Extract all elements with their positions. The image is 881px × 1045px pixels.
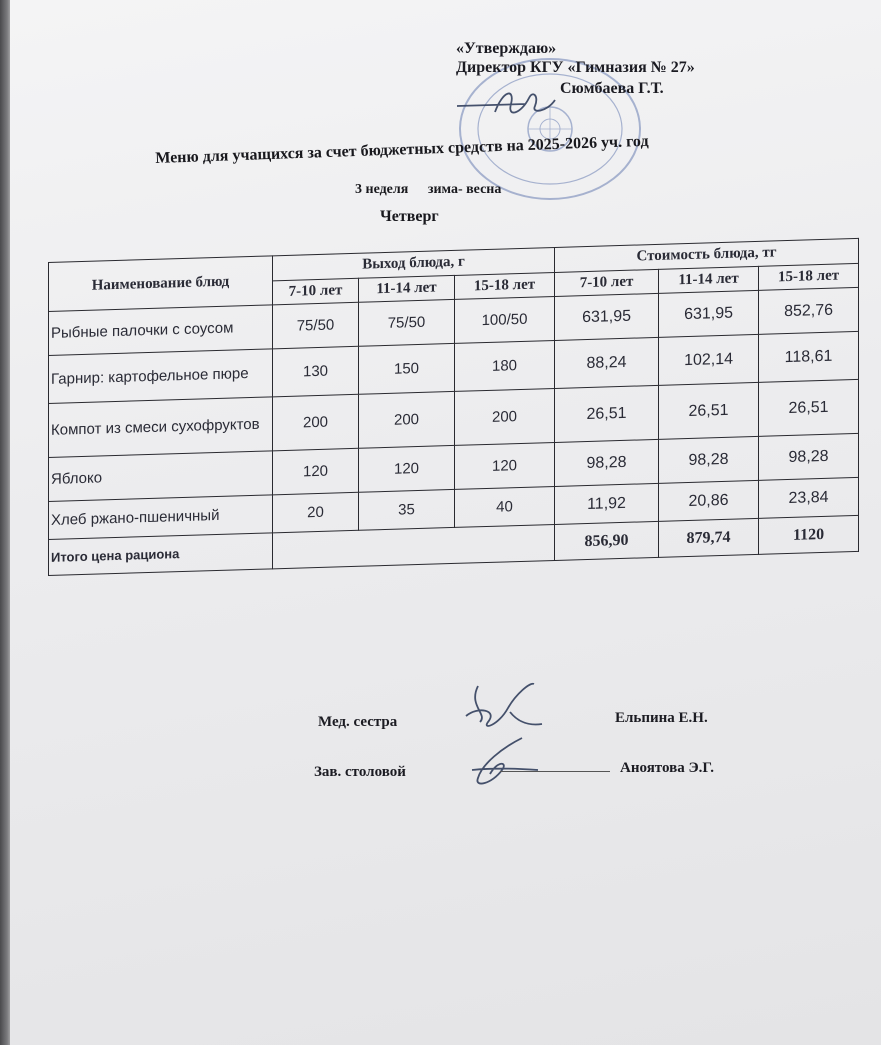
canteen-signature [462, 734, 542, 790]
yield-cell: 200 [455, 388, 555, 445]
header-age: 15-18 лет [455, 272, 555, 299]
yield-cell: 200 [359, 391, 455, 448]
nurse-name: Ельпина Е.Н. [615, 710, 708, 726]
cost-cell: 102,14 [659, 334, 759, 385]
cost-cell: 631,95 [659, 290, 759, 337]
yield-cell: 100/50 [455, 296, 555, 343]
cost-cell: 98,28 [555, 439, 659, 486]
yield-cell: 180 [455, 340, 555, 391]
header-age: 15-18 лет [759, 263, 859, 290]
menu-table-wrapper [48, 238, 859, 576]
menu-table [48, 238, 859, 576]
yield-cell: 120 [455, 442, 555, 489]
cost-cell: 631,95 [555, 293, 659, 340]
header-yield: Выход блюда, г [273, 247, 555, 280]
total-cost-cell: 1120 [759, 515, 859, 554]
week-line [355, 182, 517, 198]
cost-cell: 852,76 [759, 287, 859, 334]
total-cost-cell: 879,74 [659, 518, 759, 557]
dish-name: Яблоко [49, 451, 273, 502]
yield-cell: 120 [273, 448, 359, 495]
director-signature [455, 84, 575, 124]
header-age: 11-14 лет [659, 266, 759, 293]
yield-cell: 120 [359, 445, 455, 492]
menu-title: Меню для учащихся за счет бюджетных средств на 2025-2026 уч. год [155, 132, 649, 167]
header-age: 11-14 лет [359, 275, 455, 302]
dish-name: Хлеб ржано-пшеничный [49, 495, 273, 540]
cost-cell: 11,92 [555, 483, 659, 524]
yield-cell: 130 [273, 346, 359, 397]
yield-cell: 200 [273, 394, 359, 451]
cost-cell: 26,51 [555, 385, 659, 442]
dish-name: Гарнир: картофельное пюре [49, 349, 273, 404]
day-of-week: Четверг [380, 208, 439, 225]
header-dish-name: Наименование блюд [49, 256, 273, 312]
canteen-name: Аноятова Э.Г. [620, 760, 714, 776]
canteen-role: Зав. столовой [314, 764, 406, 780]
yield-cell: 75/50 [273, 302, 359, 349]
yield-cell: 35 [359, 489, 455, 530]
nurse-role: Мед. сестра [318, 714, 398, 730]
cost-cell: 26,51 [659, 382, 759, 439]
dish-name: Компот из смеси сухофруктов [49, 397, 273, 458]
header-age: 7-10 лет [555, 269, 659, 297]
header-age: 7-10 лет [273, 278, 359, 305]
cost-cell: 98,28 [759, 433, 859, 480]
cost-cell: 23,84 [759, 477, 859, 518]
cost-cell: 118,61 [759, 331, 859, 382]
cost-cell: 88,24 [555, 337, 659, 388]
total-empty-cell [273, 524, 555, 568]
dish-name: Рыбные палочки с соусом [49, 305, 273, 356]
season: зима- весна [427, 182, 502, 197]
header-cost: Стоимость блюда, тг [555, 238, 859, 272]
yield-cell: 40 [455, 486, 555, 527]
cost-cell: 20,86 [659, 480, 759, 521]
week-number: 3 неделя [355, 182, 409, 197]
approval-director: Директор КГУ «Гимназия № 27» [456, 59, 695, 76]
yield-cell: 75/50 [359, 299, 455, 346]
total-cost-cell: 856,90 [555, 521, 659, 560]
yield-cell: 20 [273, 492, 359, 533]
yield-cell: 150 [359, 343, 455, 394]
cost-cell: 26,51 [759, 379, 859, 436]
cost-cell: 98,28 [659, 436, 759, 483]
signature-line [500, 771, 610, 772]
approval-signer-name: Сюмбаева Г.Т. [560, 80, 664, 97]
nurse-signature [458, 676, 548, 742]
total-label: Итого цена рациона [49, 533, 273, 576]
approval-label: «Утверждаю» [456, 40, 557, 57]
